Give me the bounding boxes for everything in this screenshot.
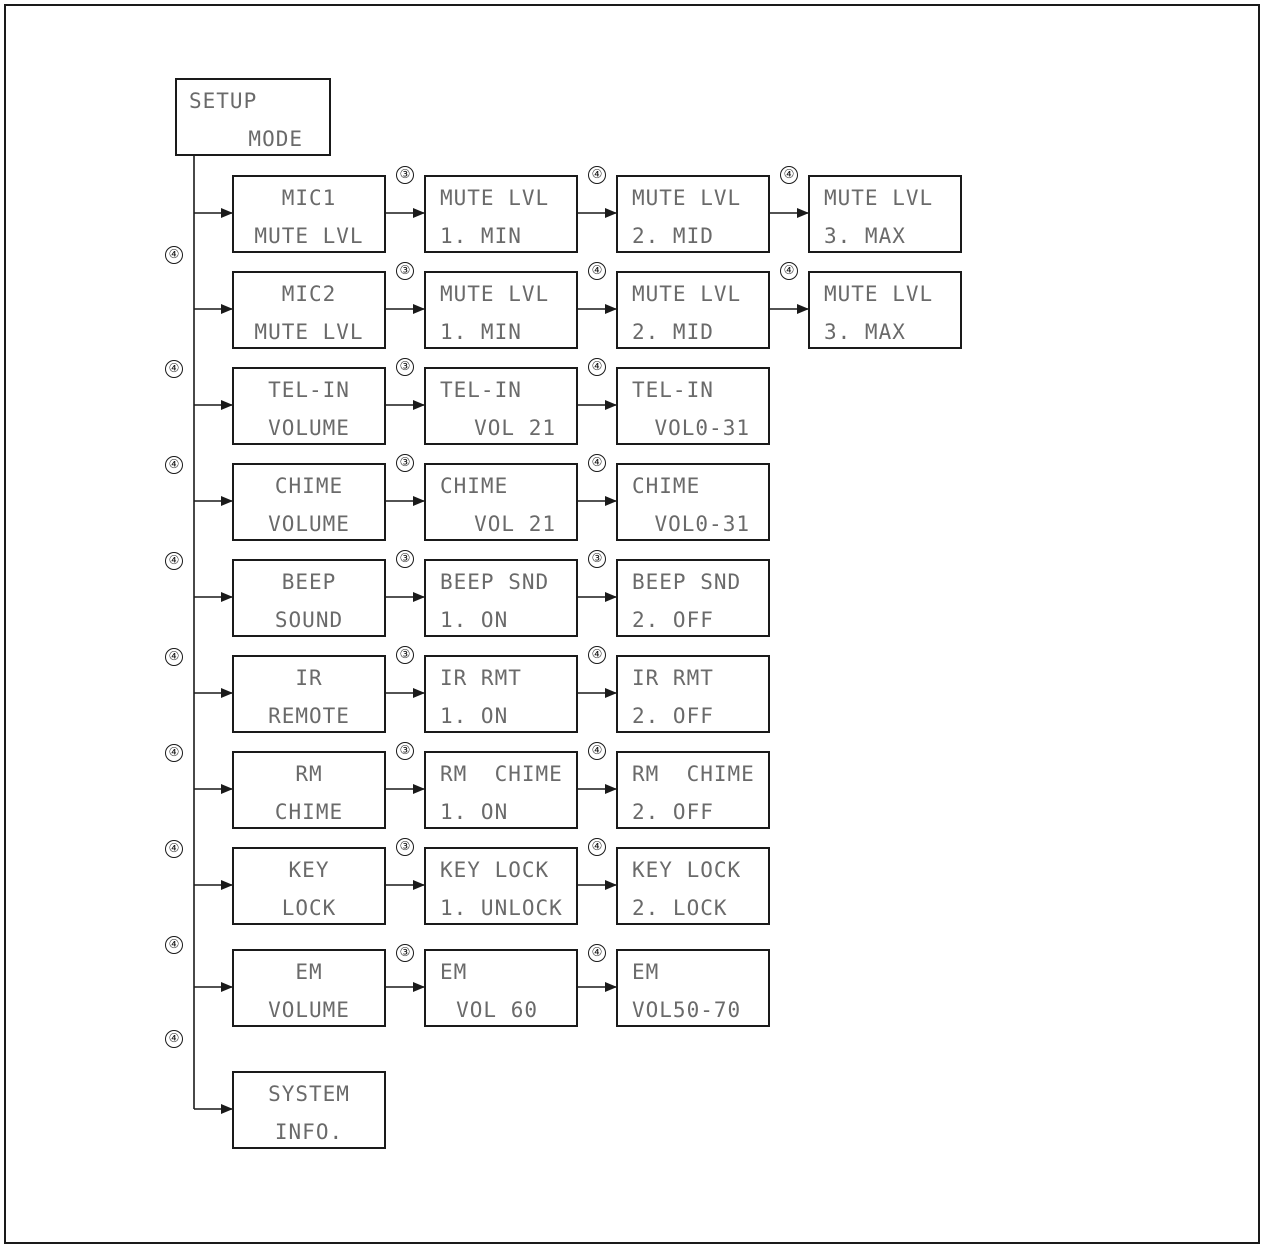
menu-box-ir-remote — [232, 655, 386, 733]
step-marker-3: ③ — [396, 358, 414, 376]
step-marker-4: ④ — [165, 552, 183, 570]
option-box-tel-in-range — [616, 367, 770, 445]
step-marker-4: ④ — [165, 936, 183, 954]
menu-line1: SYSTEM — [268, 1082, 350, 1106]
option-line1: MUTE LVL — [824, 282, 934, 306]
menu-line1: RM — [295, 762, 323, 786]
step-marker-4: ④ — [165, 648, 183, 666]
menu-line1: MIC2 — [281, 282, 337, 306]
option-box-mic1-min — [424, 175, 578, 253]
menu-line2: MUTE LVL — [254, 224, 364, 248]
menu-line1: TEL-IN — [268, 378, 350, 402]
step-marker-3: ③ — [396, 646, 414, 664]
step-marker-3: ③ — [588, 550, 606, 568]
menu-line2: MUTE LVL — [254, 320, 364, 344]
menu-box-system-info — [232, 1071, 386, 1149]
option-line1: BEEP SND — [440, 570, 550, 594]
menu-line2: REMOTE — [268, 704, 350, 728]
option-box-mic2-min — [424, 271, 578, 349]
step-marker-4: ④ — [165, 744, 183, 762]
setup-line2: MODE — [248, 127, 303, 151]
option-line1: RM CHIME — [440, 762, 563, 786]
step-marker-3: ③ — [396, 838, 414, 856]
option-line2: 3. MAX — [824, 224, 906, 248]
option-line1: MUTE LVL — [440, 282, 550, 306]
menu-line2: VOLUME — [268, 998, 350, 1022]
step-marker-4: ④ — [588, 166, 606, 184]
option-box-ir-off — [616, 655, 770, 733]
menu-line1: CHIME — [274, 474, 344, 498]
menu-box-em-volume — [232, 949, 386, 1027]
option-line2: 1. MIN — [440, 224, 522, 248]
option-box-beep-on — [424, 559, 578, 637]
option-line2: 1. ON — [440, 800, 509, 824]
option-line2: VOL0-31 — [654, 512, 750, 536]
step-marker-4: ④ — [780, 262, 798, 280]
menu-box-chime — [232, 463, 386, 541]
option-line2: 2. OFF — [632, 608, 714, 632]
step-marker-4: ④ — [165, 456, 183, 474]
step-marker-4: ④ — [165, 360, 183, 378]
menu-line1: IR — [295, 666, 323, 690]
setup-line1: SETUP — [189, 89, 258, 113]
menu-box-key-lock — [232, 847, 386, 925]
step-marker-4: ④ — [588, 262, 606, 280]
menu-line2: SOUND — [274, 608, 344, 632]
option-line2: VOL50-70 — [632, 998, 742, 1022]
option-box-mic1-mid — [616, 175, 770, 253]
step-marker-4: ④ — [588, 742, 606, 760]
option-line1: KEY LOCK — [632, 858, 742, 882]
menu-box-rm-chime — [232, 751, 386, 829]
option-line2: VOL0-31 — [654, 416, 750, 440]
option-line1: MUTE LVL — [632, 186, 742, 210]
option-line2: 2. LOCK — [632, 896, 728, 920]
step-marker-4: ④ — [588, 358, 606, 376]
option-box-key-lock — [616, 847, 770, 925]
option-box-beep-off — [616, 559, 770, 637]
step-marker-4: ④ — [165, 246, 183, 264]
option-box-mic2-max — [808, 271, 962, 349]
option-line2: 2. OFF — [632, 704, 714, 728]
menu-line2: VOLUME — [268, 512, 350, 536]
option-line2: 3. MAX — [824, 320, 906, 344]
option-line1: TEL-IN — [632, 378, 714, 402]
step-marker-4: ④ — [165, 1030, 183, 1048]
menu-line2: CHIME — [274, 800, 344, 824]
option-box-mic1-max — [808, 175, 962, 253]
option-box-mic2-mid — [616, 271, 770, 349]
option-line1: MUTE LVL — [440, 186, 550, 210]
setup-mode-box — [175, 78, 331, 156]
option-line1: MUTE LVL — [632, 282, 742, 306]
menu-line2: VOLUME — [268, 416, 350, 440]
step-marker-4: ④ — [780, 166, 798, 184]
option-box-tel-in-vol — [424, 367, 578, 445]
option-line1: CHIME — [440, 474, 509, 498]
menu-line2: INFO. — [274, 1120, 344, 1144]
option-box-key-unlock — [424, 847, 578, 925]
option-line2: 1. ON — [440, 608, 509, 632]
option-box-em-range — [616, 949, 770, 1027]
option-line2: VOL 21 — [474, 416, 556, 440]
option-line1: RM CHIME — [632, 762, 755, 786]
step-marker-3: ③ — [396, 454, 414, 472]
step-marker-4: ④ — [588, 838, 606, 856]
menu-line2: LOCK — [281, 896, 337, 920]
step-marker-3: ③ — [396, 550, 414, 568]
option-line1: CHIME — [632, 474, 701, 498]
step-marker-3: ③ — [396, 944, 414, 962]
option-box-rm-chime-on — [424, 751, 578, 829]
step-marker-3: ③ — [396, 166, 414, 184]
menu-line1: BEEP — [281, 570, 337, 594]
option-box-ir-on — [424, 655, 578, 733]
option-line1: IR RMT — [440, 666, 522, 690]
step-marker-4: ④ — [588, 944, 606, 962]
option-line1: KEY LOCK — [440, 858, 550, 882]
option-line2: 2. MID — [632, 224, 714, 248]
option-line1: EM — [440, 960, 468, 984]
option-box-chime-range — [616, 463, 770, 541]
menu-box-mic1 — [232, 175, 386, 253]
option-line2: VOL 60 — [456, 998, 538, 1022]
option-line1: MUTE LVL — [824, 186, 934, 210]
menu-line1: MIC1 — [281, 186, 337, 210]
option-line2: 2. MID — [632, 320, 714, 344]
option-box-rm-chime-off — [616, 751, 770, 829]
step-marker-3: ③ — [396, 742, 414, 760]
menu-box-beep-sound — [232, 559, 386, 637]
step-marker-4: ④ — [588, 646, 606, 664]
menu-box-mic2 — [232, 271, 386, 349]
menu-line1: EM — [295, 960, 323, 984]
option-line2: VOL 21 — [474, 512, 556, 536]
step-marker-3: ③ — [396, 262, 414, 280]
menu-box-tel-in — [232, 367, 386, 445]
option-box-em-vol — [424, 949, 578, 1027]
option-line1: IR RMT — [632, 666, 714, 690]
menu-line1: KEY — [288, 858, 330, 882]
option-line2: 1. ON — [440, 704, 509, 728]
option-line1: TEL-IN — [440, 378, 522, 402]
step-marker-4: ④ — [165, 840, 183, 858]
option-line1: EM — [632, 960, 660, 984]
option-line2: 2. OFF — [632, 800, 714, 824]
option-line2: 1. MIN — [440, 320, 522, 344]
step-marker-4: ④ — [588, 454, 606, 472]
option-line1: BEEP SND — [632, 570, 742, 594]
option-line2: 1. UNLOCK — [440, 896, 563, 920]
option-box-chime-vol — [424, 463, 578, 541]
